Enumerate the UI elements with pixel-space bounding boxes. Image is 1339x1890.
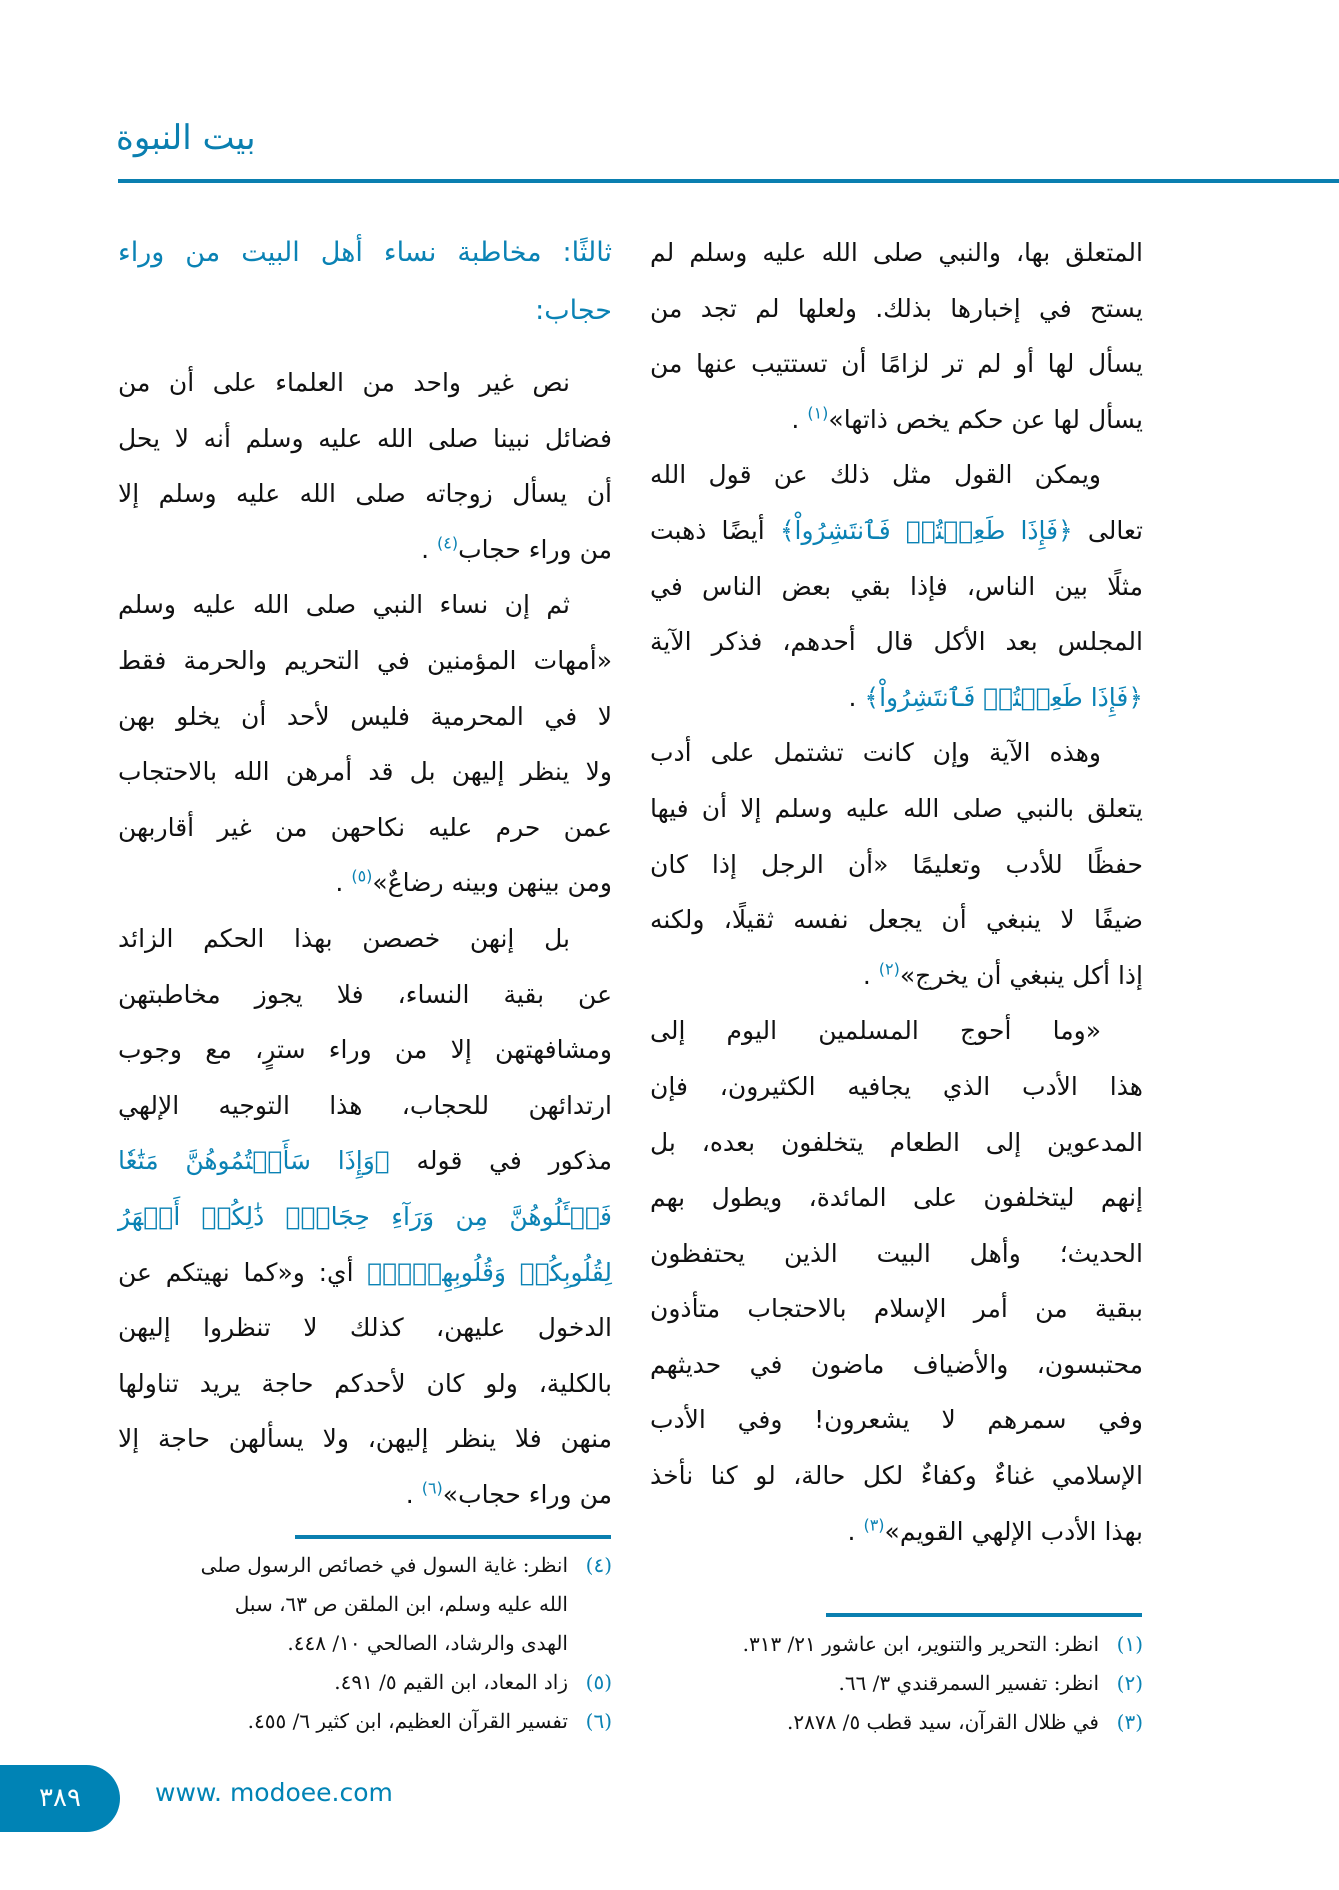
text-line <box>118 800 612 856</box>
text-line <box>650 1226 1143 1282</box>
text-segment: الدخول عليهن، كذلك لا تنظروا إليهن <box>118 1313 612 1343</box>
text-segment: يستح في إخبارها بذلك. ولعلها لم تجد من <box>650 293 1143 323</box>
text-segment: . <box>847 1516 864 1546</box>
text-segment: . <box>862 960 879 990</box>
footnote-number: (٦) <box>585 1709 612 1733</box>
text-segment: بهذا الأدب الإلهي القويم» <box>884 1516 1143 1546</box>
text-segment: وفي سمرهم لا يشعرون! وفي الأدب <box>650 1405 1143 1435</box>
text-line <box>118 1078 612 1134</box>
text-segment: أن يسأل زوجاته صلى الله عليه وسلم إلا <box>118 479 612 509</box>
text-line <box>118 1189 612 1245</box>
text-segment: . <box>791 404 808 434</box>
footnote-number: (١) <box>1116 1632 1143 1656</box>
quran-verse: ﴿فَإِذَا طَعِمۡتُمۡ فَٱنتَشِرُواْ﴾ <box>779 515 1073 545</box>
footnote-ref[interactable]: (٥) <box>351 867 373 887</box>
footnote-text: انظر: تفسير السمرقندي ٣/ ٦٦. <box>838 1671 1099 1695</box>
quran-verse: ﴿فَإِذَا طَعِمۡتُمۡ فَٱنتَشِرُواْ﴾ <box>864 682 1143 712</box>
text-segment: . <box>335 868 352 898</box>
text-line <box>118 411 612 467</box>
footnote-ref[interactable]: (٤) <box>437 533 459 553</box>
text-segment: محتبسون، والأضياف ماضون في حديثهم <box>650 1349 1143 1379</box>
website-link[interactable]: www. modoee.com <box>155 1778 393 1807</box>
text-line <box>650 392 1143 448</box>
text-segment: . <box>421 534 437 564</box>
text-line <box>650 447 1143 503</box>
text-segment: . <box>405 1479 422 1509</box>
footnote-text: الهدى والرشاد، الصالحي ١٠/ ٤٤٨. <box>287 1631 568 1655</box>
text-segment: يسأل لها أو لم تر لزامًا أن تستتيب عنها من <box>650 349 1143 379</box>
text-segment: ولا ينظر إليهن بل قد أمرهن الله بالاحتجاب <box>118 757 612 787</box>
text-segment: فضائل نبينا صلى الله عليه وسلم أنه لا يحل <box>118 423 612 453</box>
text-line <box>118 1300 612 1356</box>
page-number: ٣٨٩ <box>0 1765 120 1832</box>
text-line <box>118 282 612 340</box>
text-line <box>650 1281 1143 1337</box>
footnote-line <box>118 1702 612 1741</box>
footnote-text: الله عليه وسلم، ابن الملقن ص ٦٣، سبل <box>234 1592 568 1616</box>
text-line <box>118 689 612 745</box>
text-segment: المتعلق بها، والنبي صلى الله عليه وسلم لم <box>650 238 1143 267</box>
text-segment: وهذه الآية وإن كانت تشتمل على أدب <box>650 738 1101 768</box>
text-segment: عن بقية النساء، فلا يجوز مخاطبتهن <box>118 979 612 1009</box>
book-title-logo: بيت النبوة <box>116 118 256 158</box>
text-line <box>118 1022 612 1078</box>
text-segment: هذا الأدب الذي يجافيه الكثيرون، فإن <box>650 1071 1143 1101</box>
footnote-number: (٣) <box>1116 1710 1143 1734</box>
footnote-ref[interactable]: (٢) <box>878 959 900 979</box>
text-line <box>650 1504 1143 1560</box>
text-line <box>118 466 612 522</box>
text-segment: حفظًا للأدب وتعليمًا «أن الرجل إذا كان <box>650 849 1143 879</box>
section-heading <box>118 224 612 340</box>
quran-verse: ﴿وَإِذَا سَأَلۡتُمُوهُنَّ مَتَٰعٗا <box>118 1146 390 1176</box>
text-line <box>650 614 1143 670</box>
footnote-ref[interactable]: (١) <box>807 403 829 423</box>
text-segment: بالكلية، ولو كان لأحدكم حاجة يريد تناولها <box>118 1368 612 1398</box>
text-line <box>650 336 1143 392</box>
text-segment: لا في المحرمية فليس لأحد أن يخلو بهن <box>118 701 612 731</box>
footnote-text: تفسير القرآن العظيم، ابن كثير ٦/ ٤٥٥. <box>247 1709 568 1733</box>
text-segment: حجاب: <box>535 295 612 326</box>
text-segment: المجلس بعد الأكل قال أحدهم، فذكر الآية <box>650 627 1143 657</box>
footnote-line <box>118 1585 612 1624</box>
footnote-line <box>650 1664 1143 1703</box>
text-segment: بل إنهن خصصن بهذا الحكم الزائد <box>118 923 570 953</box>
text-segment: «وما أحوج المسلمين اليوم إلى <box>650 1016 1101 1046</box>
text-line <box>118 1356 612 1412</box>
text-line <box>118 1133 612 1189</box>
text-line <box>650 892 1143 948</box>
footnote-ref[interactable]: (٦) <box>421 1478 443 1498</box>
text-segment: الحديث؛ وأهل البيت الذين يحتفظون <box>650 1238 1143 1268</box>
text-segment: نص غير واحد من العلماء على أن من <box>118 368 570 397</box>
text-segment: إنهم ليتخلفون على المائدة، ويطول بهم <box>650 1183 1143 1213</box>
text-line <box>118 577 612 633</box>
text-line <box>118 633 612 689</box>
text-segment: ثم إن نساء النبي صلى الله عليه وسلم <box>118 590 570 620</box>
header-divider <box>118 179 1339 183</box>
text-line <box>650 1003 1143 1059</box>
text-line <box>650 1337 1143 1393</box>
footnote-number: (٥) <box>585 1670 612 1694</box>
quran-verse: فَسۡـَٔلُوهُنَّ مِن وَرَآءِ حِجَابٖۚ ذَٰلِكُمۡ أَطۡهَرُ <box>118 1201 612 1231</box>
text-segment: منهن فلا ينظر إليهن، ولا يسألهن حاجة إلا <box>118 1424 612 1454</box>
footnote-text: انظر: التحرير والتنوير، ابن عاشور ٢١/ ٣١٣. <box>742 1632 1099 1656</box>
text-line <box>650 837 1143 893</box>
footnotes-left <box>118 1546 612 1741</box>
text-segment: إذا أكل ينبغي أن يخرج» <box>899 960 1143 990</box>
text-segment: يتعلق بالنبي صلى الله عليه وسلم إلا أن فيها <box>650 793 1143 823</box>
text-line <box>650 1392 1143 1448</box>
footnote-line <box>118 1624 612 1663</box>
footnotes-right <box>650 1625 1143 1742</box>
text-segment: «أمهات المؤمنين في التحريم والحرمة فقط <box>118 645 612 675</box>
text-segment: ثالثًا: مخاطبة نساء أهل البيت من وراء <box>118 237 612 268</box>
text-segment: من وراء حجاب» <box>442 1479 612 1509</box>
text-segment: ضيفًا لا ينبغي أن يجعل نفسه ثقيلًا، ولكنه <box>650 905 1143 935</box>
text-line <box>650 1448 1143 1504</box>
text-segment: عمن حرم عليه نكاحهن من غير أقاربهن <box>118 812 612 842</box>
text-segment: ومن بينهن وبينه رضاعٌ» <box>372 868 612 898</box>
text-line <box>650 1115 1143 1171</box>
text-line <box>650 559 1143 615</box>
text-segment: . <box>848 682 865 712</box>
right-column <box>650 225 1143 1559</box>
text-segment: يسأل لها عن حكم يخص ذاتها» <box>828 404 1143 434</box>
footnote-line <box>118 1663 612 1702</box>
text-line <box>650 1170 1143 1226</box>
text-segment: تعالى <box>1072 515 1143 545</box>
text-segment: المدعوين إلى الطعام يتخلفون بعده، بل <box>650 1127 1143 1157</box>
text-line <box>118 522 612 578</box>
text-segment: الإسلامي غناءٌ وكفاءٌ لكل حالة، لو كنا نأخذ <box>650 1461 1143 1491</box>
text-line <box>650 725 1143 781</box>
text-line <box>118 355 612 411</box>
text-line <box>118 1411 612 1467</box>
footnote-ref[interactable]: (٣) <box>863 1515 885 1535</box>
text-line <box>650 281 1143 337</box>
text-line <box>118 1467 612 1523</box>
text-segment: مثلًا بين الناس، فإذا بقي بعض الناس في <box>650 571 1143 601</box>
text-line <box>650 225 1143 281</box>
text-line <box>650 1059 1143 1115</box>
left-column <box>118 355 612 1522</box>
text-line <box>118 1245 612 1301</box>
text-line <box>118 224 612 282</box>
text-segment: من وراء حجاب <box>458 534 612 564</box>
text-line <box>650 781 1143 837</box>
text-line <box>650 670 1143 726</box>
footnote-text: في ظلال القرآن، سيد قطب ٥/ ٢٨٧٨. <box>787 1710 1099 1734</box>
footnote-text: انظر: غاية السول في خصائص الرسول صلى <box>200 1553 568 1577</box>
text-line <box>118 911 612 967</box>
footnote-divider-right <box>826 1613 1142 1617</box>
text-line <box>650 503 1143 559</box>
text-segment: أيضًا ذهبت <box>650 515 780 545</box>
footnote-line <box>650 1703 1143 1742</box>
quran-verse: لِقُلُوبِكُمۡ وَقُلُوبِهِنَّۚ﴾ <box>367 1257 612 1287</box>
footnote-divider-left <box>295 1535 611 1539</box>
footnote-text: زاد المعاد، ابن القيم ٥/ ٤٩١. <box>334 1670 568 1694</box>
footnote-number: (٤) <box>585 1553 612 1577</box>
footnote-line <box>650 1625 1143 1664</box>
footnote-line <box>118 1546 612 1585</box>
footnote-number: (٢) <box>1116 1671 1143 1695</box>
text-segment: مذكور في قوله <box>389 1146 612 1176</box>
text-segment: أي: و«كما نهيتكم عن <box>118 1257 368 1287</box>
text-line <box>118 855 612 911</box>
text-segment: ويمكن القول مثل ذلك عن قول الله <box>650 460 1101 490</box>
text-line <box>650 948 1143 1004</box>
text-segment: ببقية من أمر الإسلام بالاحتجاب متأذون <box>650 1294 1143 1324</box>
text-line <box>118 744 612 800</box>
text-segment: ارتدائهن للحجاب، هذا التوجيه الإلهي <box>118 1090 612 1120</box>
text-line <box>118 967 612 1023</box>
text-segment: ومشافهتهن إلا من وراء سترٍ، مع وجوب <box>118 1035 612 1065</box>
